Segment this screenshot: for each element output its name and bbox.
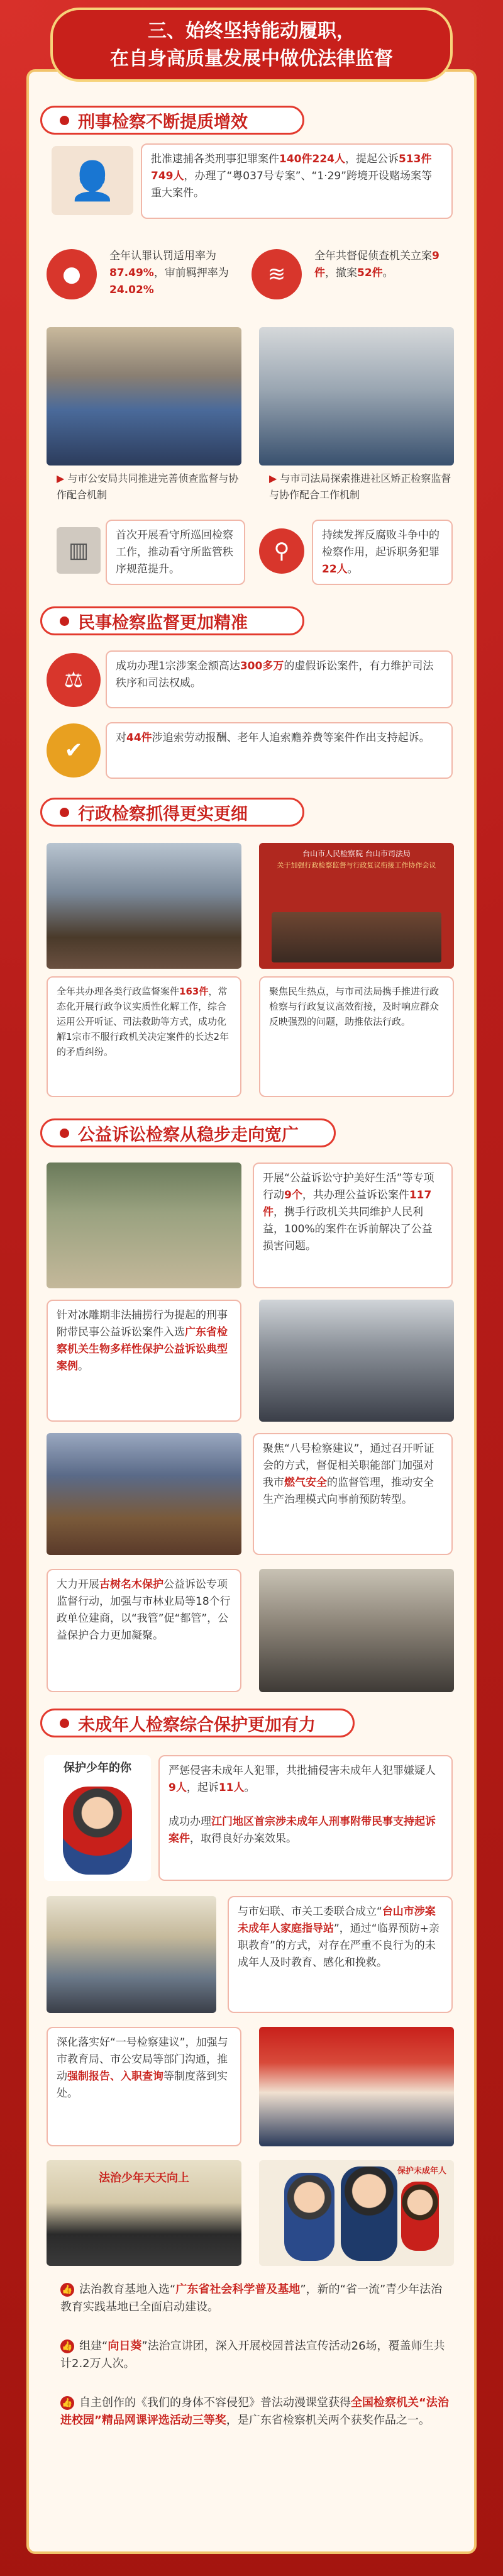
bullet-dot [60, 116, 69, 125]
photo-justice-signing [259, 327, 454, 466]
thumb-icon: 👍 [60, 2339, 74, 2353]
list-item-1: 👍 法治教育基地入选“广东省社会科学普及基地”，新的“省一流”青少年法治教育实践基地已全面启动建设。 [60, 2283, 443, 2314]
section-label: 民事检察监督更加精准 [78, 613, 248, 633]
poster-text: 保护未成年人 [397, 2166, 447, 2176]
criminal-para-2: 全年认罪认罚适用率为87.49%，审前羁押率为24.02% [109, 250, 229, 296]
photo-guidance-station [47, 1896, 216, 2013]
section-minor-title [40, 1709, 355, 1737]
criminal-para-1: 批准逮捕各类刑事犯罪案件140件224人，提起公诉513件749人，办理了“粤037号专案”、“1·29”跨境开设赌场案等重大案件。 [141, 143, 453, 219]
cartoon-prosecutor-2 [341, 2166, 397, 2261]
photo-handover [259, 2027, 454, 2146]
photo-police-meeting [47, 327, 241, 466]
banner-text-2: 关于加强行政检察监督与行政复议衔接工作协作会议 [277, 861, 436, 869]
cartoon-prosecutor-1 [284, 2173, 334, 2261]
children-illustration [63, 1787, 132, 1875]
section-civil-title [40, 606, 304, 635]
section-admin-title [40, 798, 304, 827]
page-title [50, 8, 453, 82]
layers-icon: ≋ [252, 249, 302, 299]
photo-coordination-meeting [259, 843, 454, 969]
section-public-title [40, 1118, 336, 1147]
photo-hearing [47, 1433, 241, 1555]
public-para-2: 针对冰雕期非法捕捞行为提起的刑事附带民事公益诉讼案件入选广东省检察机关生物多样性保护公益诉讼典型案例。 [47, 1300, 241, 1422]
minor-para-3: 与市妇联、市关工委联合成立“台山市涉案未成年人家庭指导站”，通过“临界预防+亲职教育”的方式，对存在严重不良行为的未成年人及时教育、感化和挽救。 [228, 1896, 453, 2013]
photo-hearing-room [47, 843, 241, 969]
banner-text-1: 台山市人民检察院 台山市司法局 [302, 849, 411, 858]
bullet-dot [60, 808, 69, 817]
search-icon: ⚲ [259, 528, 304, 574]
photo-court-session [259, 1300, 454, 1422]
shield-icon: ✔ [47, 723, 101, 778]
civil-para-1: 成功办理1宗涉案金额高达300多万的虚假诉讼案件，有力维护司法秩序和司法权威。 [106, 650, 453, 708]
title-line-1: 三、始终坚持能动履职， [148, 20, 355, 42]
public-para-1: 开展“公益诉讼守护美好生活”等专项行动9个，共办理公益诉讼案件117件，携手行政机关共同维护人民利益，100%的案件在诉前解决了公益损害问题。 [253, 1163, 453, 1288]
thumb-icon: 👍 [60, 2283, 74, 2297]
criminal-para-3: 全年共督促侦查机关立案9件，撤案52件。 [314, 250, 439, 279]
section-label: 刑事检察不断提质增效 [78, 112, 248, 132]
bullet-dot [60, 1129, 69, 1138]
bullet-dot [60, 1719, 69, 1728]
photo-field-inspection [47, 1163, 241, 1288]
admin-para-1: 全年共办理各类行政监督案件163件，常态化开展行政争议实质性化解工作，综合运用公开听证、司法救助等方式，成功化解1宗市不服行政机关决定案件的长达2年的矛盾纠纷。 [47, 976, 241, 1097]
thumb-icon: 👍 [60, 2396, 74, 2410]
gavel-icon: ⚖ [47, 653, 101, 707]
caption-justice: ▶ 与市司法局探索推进社区矫正检察监督与协作配合工作机制 [269, 472, 451, 501]
mascot-card [44, 1755, 151, 1881]
cartoon-child [401, 2182, 439, 2251]
meeting-people [272, 912, 441, 962]
criminal-para-5: 持续发挥反腐败斗争中的检察作用，起诉职务犯罪22人。 [312, 520, 453, 585]
person-icon: ● [47, 249, 97, 299]
criminal-para-4: 首次开展看守所巡回检察工作，推动看守所监管秩序规范提升。 [106, 520, 245, 585]
section-label: 公益诉讼检察从稳步走向宽广 [78, 1125, 299, 1145]
list-item-2: 👍 组建“向日葵”法治宣讲团，深入开展校园普法宣传活动26场，覆盖师生共计2.2万人次。 [60, 2339, 445, 2370]
photo-classroom [47, 2160, 241, 2266]
bullet-dot [60, 616, 69, 626]
section-label: 行政检察抓得更实更细 [78, 804, 248, 824]
section-criminal-title [40, 106, 304, 135]
cartoon-poster [259, 2160, 454, 2266]
civil-para-2: 对44件涉追索劳动报酬、老年人追索赡养费等案件作出支持起诉。 [106, 722, 453, 779]
admin-para-2: 聚焦民生热点，与市司法局携手推进行政检察与行政复议高效衔接，及时响应群众反映强烈的问题，助推依法行政。 [259, 976, 454, 1097]
mascot-logo-text: 保护少年的你 [64, 1761, 131, 1775]
public-para-3: 聚焦“八号检察建议”，通过召开听证会的方式，督促相关职能部门加强对我市燃气安全的监督管理，推动安全生产治理模式向事前预防转型。 [253, 1433, 453, 1555]
section-label: 未成年人检察综合保护更加有力 [78, 1715, 316, 1735]
board-text: 法治少年天天向上 [99, 2172, 189, 2185]
minor-para-1: 严惩侵害未成年人犯罪，共批捕侵害未成年人犯罪嫌疑人9人，起诉11人。 成功办理江门地区首宗涉未成年人刑事附带民事支持起诉案件，取得良好办案效果。 [158, 1755, 453, 1881]
photo-forestry-meeting [259, 1569, 454, 1692]
lawyer-avatar-icon: 👤 [52, 146, 133, 215]
title-line-2: 在自身高质量发展中做优法律监督 [110, 48, 393, 70]
lock-icon: ▥ [57, 527, 101, 574]
minor-para-4: 深化落实好“一号检察建议”，加强与市教育局、市公安局等部门沟通，推动强制报告、入职查询等制度落到实处。 [47, 2027, 241, 2146]
public-para-4: 大力开展古树名木保护公益诉讼专项监督行动，加强与市林业局等18个行政单位建商，以“我管”促“都管”，公益保护合力更加凝聚。 [47, 1569, 241, 1692]
list-item-3: 👍 自主创作的《我们的身体不容侵犯》普法动漫课堂获得全国检察机关“法治进校园”精品网课评选活动三等奖，是广东省检察机关两个获奖作品之一。 [60, 2396, 449, 2427]
caption-police: ▶ 与市公安局共同推进完善侦查监督与协作配合机制 [57, 472, 239, 501]
